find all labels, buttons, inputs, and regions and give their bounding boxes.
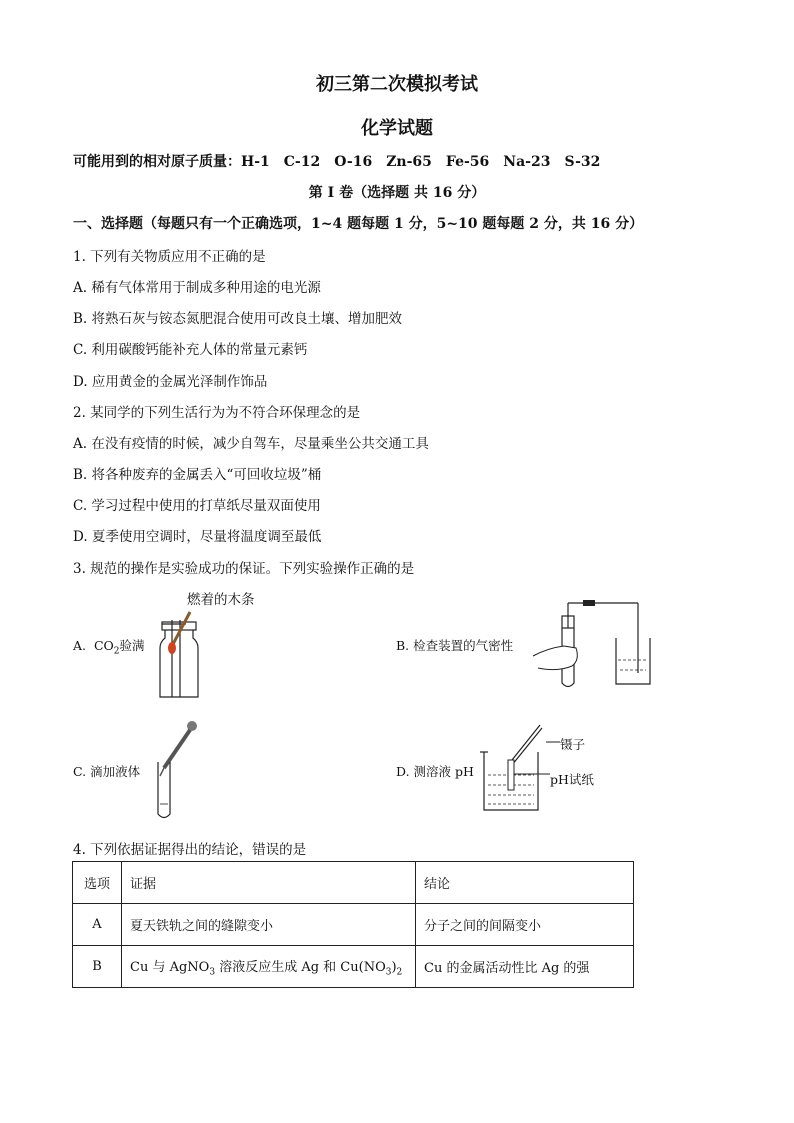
q1-option-c: C. 利用碳酸钙能补充人体的常量元素钙 xyxy=(73,342,308,358)
q2-option-b: B. 将各种废弃的金属丢入“可回收垃圾”桶 xyxy=(73,467,322,483)
q3-option-d: D. 测溶液 pH xyxy=(396,764,474,779)
row-a-conclusion: 分子之间的间隔变小 xyxy=(416,904,634,946)
airtightness-figure xyxy=(528,598,658,693)
ph-test-figure xyxy=(480,720,560,815)
ph-paper-label: pH试纸 xyxy=(550,772,594,787)
q1-option-a: A. 稀有气体常用于制成多种用途的电光源 xyxy=(73,280,321,296)
row-a-evidence: 夏天铁轨之间的缝隙变小 xyxy=(122,904,416,946)
q1-option-b: B. 将熟石灰与铵态氮肥混合使用可改良土壤、增加肥效 xyxy=(73,311,403,327)
q1-stem: 1. 下列有关物质应用不正确的是 xyxy=(73,249,266,265)
header-option: 选项 xyxy=(73,862,122,904)
section-heading: 一、选择题（每题只有一个正确选项，1~4 题每题 1 分，5~10 题每题 2 分，共 16 分） xyxy=(73,216,644,232)
dropper-figure xyxy=(150,718,205,822)
q2-option-a: A. 在没有疫情的时候，减少自驾车，尽量乘坐公共交通工具 xyxy=(73,436,429,452)
q4-stem: 4. 下列依据证据得出的结论，错误的是 xyxy=(73,842,307,858)
burning-stick-label: 燃着的木条 xyxy=(187,592,255,608)
table-header-row xyxy=(73,862,634,904)
atomic-masses: 可能用到的相对原子质量：H-1 C-12 O-16 Zn-65 Fe-56 Na-23 S-32 xyxy=(73,154,601,170)
q3-option-b: B. 检查装置的气密性 xyxy=(396,638,514,653)
q3-option-c: C. 滴加液体 xyxy=(73,764,141,779)
header-conclusion: 结论 xyxy=(416,862,634,904)
q2-option-d: D. 夏季使用空调时，尽量将温度调至最低 xyxy=(73,529,322,545)
q1-option-d: D. 应用黄金的金属光泽制作饰品 xyxy=(73,374,268,390)
row-b-conclusion: Cu 的金属活动性比 Ag 的强 xyxy=(416,946,634,988)
volume-heading: 第 I 卷（选择题 共 16 分） xyxy=(308,185,486,201)
table-row xyxy=(73,904,634,946)
gas-bottle-figure xyxy=(150,608,210,700)
exam-title: 初三第二次模拟考试 xyxy=(316,74,478,95)
evidence-table xyxy=(72,861,634,988)
exam-subtitle: 化学试题 xyxy=(361,118,433,139)
q2-stem: 2. 某同学的下列生活行为为不符合环保理念的是 xyxy=(73,405,361,421)
q3-option-a: A. $CO_2$验满 xyxy=(73,638,145,657)
row-b-evidence: Cu 与 AgNO$_3$ 溶液反应生成 Ag 和 $Cu(NO_3)_2$ xyxy=(122,946,416,988)
table-row xyxy=(73,946,634,988)
tweezers-label: 镊子 xyxy=(560,737,586,752)
q3-stem: 3. 规范的操作是实验成功的保证。下列实验操作正确的是 xyxy=(73,561,415,577)
header-evidence: 证据 xyxy=(122,862,416,904)
row-a-option: A xyxy=(73,904,122,946)
row-b-option: B xyxy=(73,946,122,988)
q2-option-c: C. 学习过程中使用的打草纸尽量双面使用 xyxy=(73,498,321,514)
